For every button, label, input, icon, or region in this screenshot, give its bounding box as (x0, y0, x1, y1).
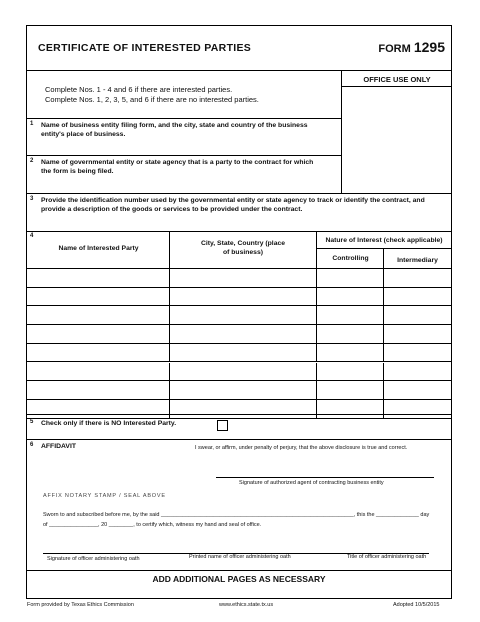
party-name-cell[interactable] (27, 363, 170, 382)
add-pages-notice: ADD ADDITIONAL PAGES AS NECESSARY (27, 570, 451, 586)
header-name-cell (27, 231, 170, 269)
col-intermediary-label: Intermediary (397, 257, 438, 264)
intermediary-cell[interactable] (384, 306, 451, 325)
section-5-text: Check only if there is NO Interested Party. (41, 420, 177, 427)
section-2-text: Name of governmental entity or state agency that is a party to the contract for which the form is being filed. (41, 159, 314, 175)
section-1-number: 1 (30, 121, 34, 127)
section-3[interactable] (27, 193, 451, 231)
officer-signature-label: Signature of officer administering oath (47, 556, 140, 562)
col-name-label: Name of Interested Party (58, 245, 139, 252)
instruction-line-2: Complete Nos. 1, 2, 3, 5, and 6 if there are no interested parties. (45, 95, 259, 104)
sworn-text-1: Sworn to and subscribed before me, by the said _______________________________________________________________, this the ______________ day (43, 512, 430, 518)
party-city-cell[interactable] (170, 381, 317, 400)
section-6-affidavit (27, 439, 451, 570)
footer-provider: Form provided by Texas Ethics Commission (27, 602, 134, 608)
party-city-cell[interactable] (170, 269, 317, 288)
instruction-line-1: Complete Nos. 1 - 4 and 6 if there are interested parties. (45, 85, 233, 94)
form-1295 (26, 25, 452, 599)
section-2[interactable] (27, 155, 341, 193)
party-name-cell[interactable] (27, 306, 170, 325)
party-name-cell[interactable] (27, 269, 170, 288)
agent-signature-label: Signature of authorized agent of contracting business entity (239, 480, 384, 486)
controlling-cell[interactable] (317, 306, 384, 325)
footer-adopted: Adopted 10/5/2015 (393, 602, 440, 608)
section-5 (27, 414, 451, 439)
section-6-number: 6 (30, 442, 34, 448)
office-use-only-label: OFFICE USE ONLY (342, 75, 452, 87)
affidavit-swear-text: I swear, or affirm, under penalty of perjury, that the above disclosure is true and correct. (195, 445, 408, 451)
controlling-cell[interactable] (317, 363, 384, 382)
section-3-number: 3 (30, 196, 34, 202)
party-city-cell[interactable] (170, 325, 317, 344)
section-5-number: 5 (30, 419, 34, 425)
form-title: CERTIFICATE OF INTERESTED PARTIES (38, 42, 252, 54)
controlling-cell[interactable] (317, 269, 384, 288)
form-number-value: 1295 (413, 39, 445, 55)
intermediary-cell[interactable] (384, 325, 451, 344)
col-nature-label: Nature of Interest (check applicable) (325, 237, 443, 244)
controlling-cell[interactable] (317, 381, 384, 400)
party-name-cell[interactable] (27, 344, 170, 363)
controlling-cell[interactable] (317, 344, 384, 363)
header-city-cell (170, 231, 317, 269)
party-name-cell[interactable] (27, 325, 170, 344)
footer-website: www.ethics.state.tx.us (219, 602, 274, 608)
col-controlling-label: Controlling (332, 255, 369, 262)
controlling-cell[interactable] (317, 288, 384, 307)
section-1-text: Name of business entity filing form, and the city, state and country of the business entity's place of business. (41, 122, 308, 138)
sworn-text-2: of ________________, 20 ________, to certify which, witness my hand and seal of office. (43, 522, 262, 528)
instructions (27, 71, 341, 118)
form-label: FORM (378, 43, 411, 55)
intermediary-cell[interactable] (384, 363, 451, 382)
controlling-cell[interactable] (317, 325, 384, 344)
intermediary-cell[interactable] (384, 269, 451, 288)
party-city-cell[interactable] (170, 288, 317, 307)
section-4-number: 4 (30, 233, 34, 239)
col-city-label: City, State, Country (place of business) (200, 240, 286, 256)
agent-signature-line[interactable] (216, 477, 434, 478)
party-name-cell[interactable] (27, 381, 170, 400)
section-2-number: 2 (30, 158, 34, 164)
form-number (378, 39, 445, 55)
header-intermediary-cell (384, 249, 451, 269)
office-use-only-box (341, 71, 451, 193)
section-1[interactable] (27, 118, 341, 155)
affidavit-title: AFFIDAVIT (41, 443, 76, 450)
intermediary-cell[interactable] (384, 288, 451, 307)
no-interested-party-checkbox[interactable] (217, 420, 228, 431)
intermediary-cell[interactable] (384, 344, 451, 363)
intermediary-cell[interactable] (384, 381, 451, 400)
party-city-cell[interactable] (170, 306, 317, 325)
header-controlling-cell (317, 249, 384, 269)
officer-printed-name-label: Printed name of officer administering oath (189, 554, 291, 560)
officer-title-label: Title of officer administering oath (347, 554, 427, 560)
form-header (27, 26, 451, 71)
notary-stamp-label: AFFIX NOTARY STAMP / SEAL ABOVE (43, 493, 166, 499)
party-name-cell[interactable] (27, 288, 170, 307)
section-3-text: Provide the identification number used by the governmental entity or state agency to track or identify the contract, and provide a description of the goods or services to be provided under the contract. (41, 197, 425, 213)
party-city-cell[interactable] (170, 344, 317, 363)
party-city-cell[interactable] (170, 363, 317, 382)
header-nature-cell (317, 231, 451, 249)
